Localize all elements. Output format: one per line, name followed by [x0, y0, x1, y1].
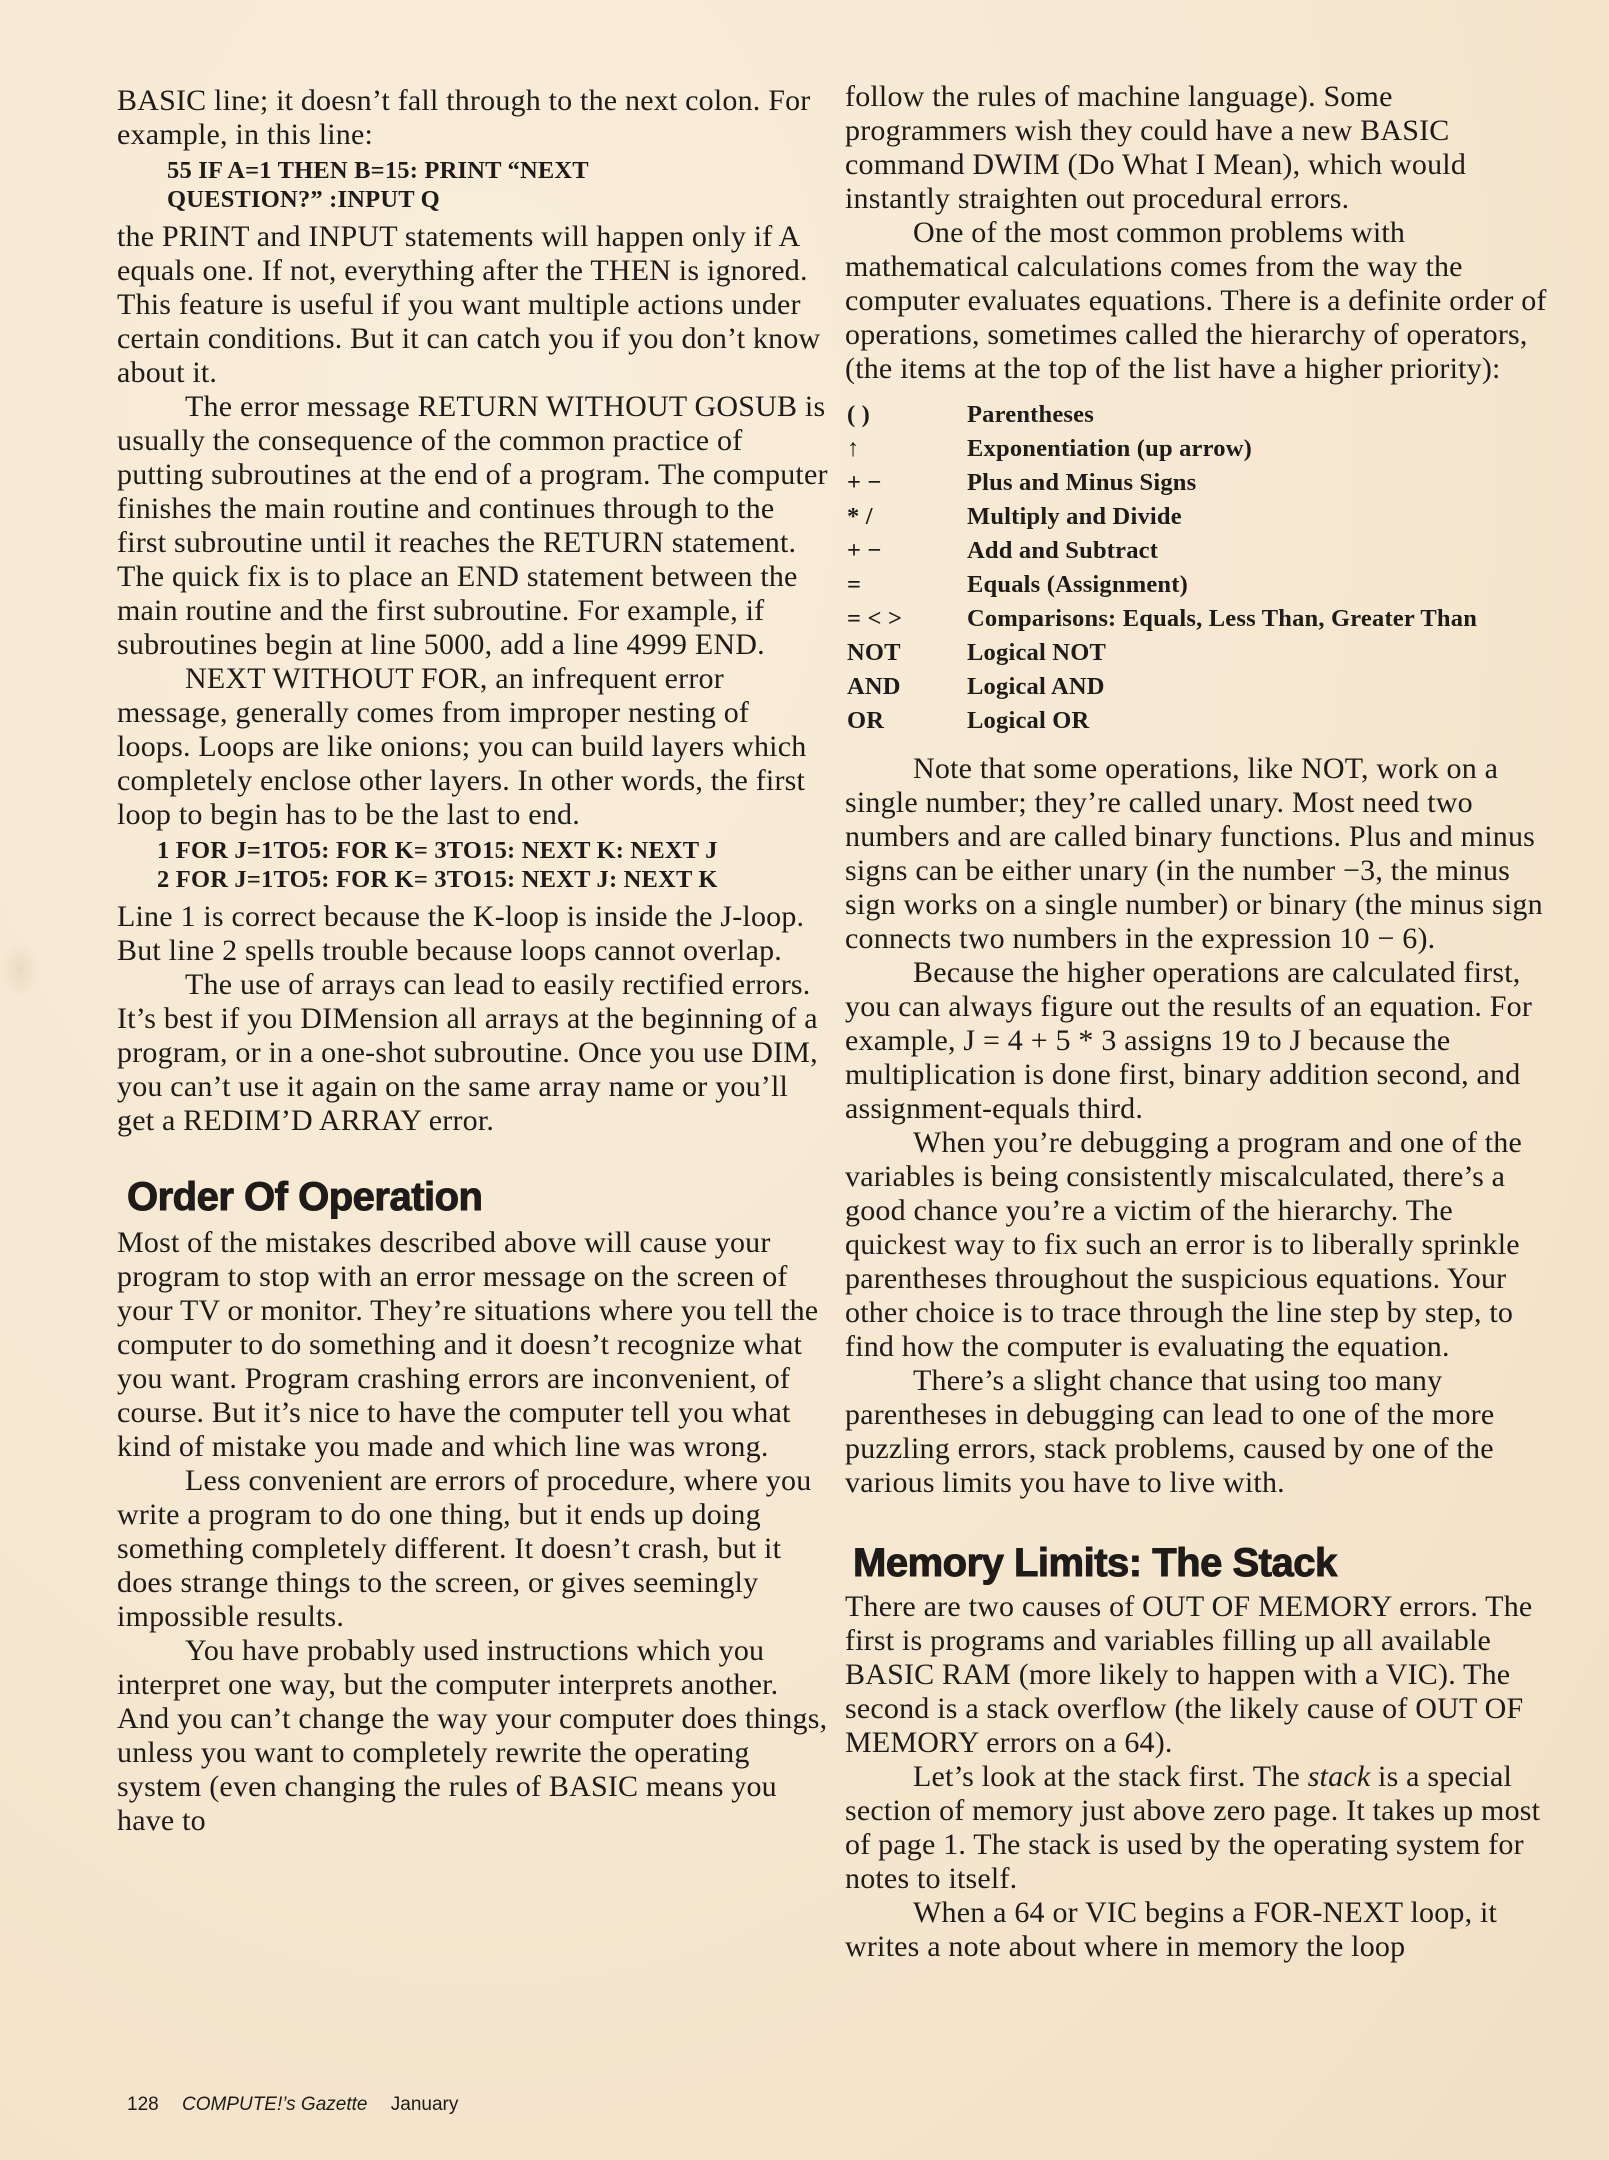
code-line: QUESTION?” :INPUT Q [167, 186, 440, 213]
operator-description: Logical AND [967, 673, 1105, 700]
operator-description: Exponentiation (up arrow) [967, 435, 1252, 462]
operator-description: Add and Subtract [967, 537, 1159, 564]
paragraph: You have probably used instructions which you interpret one way, but the computer interprets another. And you can’t change the way your computer does things, unless you want to completely rewrite the operating system (even changing the rules of BASIC means you have to [117, 1634, 828, 1837]
paragraph: There’s a slight chance that using too many parentheses in debugging can lead to one of the more puzzling errors, stack problems, caused by one of the various limits you have to live with. [845, 1364, 1495, 1499]
operator-description: Equals (Assignment) [967, 571, 1188, 598]
issue-month: January [390, 2094, 459, 2115]
code-line: 2 FOR J=1TO5: FOR K= 3TO15: NEXT J: NEXT K [157, 866, 718, 893]
paragraph: Because the higher operations are calculated first, you can always figure out the results of an equation. For example, J = 4 + 5 * 3 assigns 19 to J because the multiplication is done first, binary addition second, and assignment-equals third. [845, 956, 1533, 1125]
left-column [117, 84, 829, 1838]
paragraph: When you’re debugging a program and one of the variables is being consistently miscalculated, there’s a good chance you’re a victim of the hierarchy. The quickest way to fix such an error is to liberally sprinkle parentheses throughout the suspicious equations. Your other choice is to trace through the line step by step, to find how the computer is evaluating the equation. [845, 1126, 1522, 1363]
operator-description: Plus and Minus Signs [967, 469, 1197, 496]
operator-symbol: AND [847, 673, 901, 700]
operator-description: Multiply and Divide [967, 503, 1182, 530]
operator-symbol: + − [847, 537, 882, 564]
code-line: 1 FOR J=1TO5: FOR K= 3TO15: NEXT K: NEXT J [157, 837, 718, 864]
operator-description: Parentheses [967, 401, 1094, 428]
operator-row [847, 568, 1477, 602]
paragraph: There are two causes of OUT OF MEMORY errors. The first is programs and variables filling up all available BASIC RAM (more likely to happen with a VIC). The second is a stack overflow (the likely cause of OUT OF MEMORY errors on a 64). [845, 1590, 1533, 1759]
operator-symbol: = [847, 571, 862, 598]
paragraph: One of the most common problems with mathematical calculations comes from the way the computer evaluates equations. There is a definite order of operations, sometimes called the hierarchy of operators, (the items at the top of the list have a higher priority): [845, 216, 1547, 385]
operator-row [847, 602, 1477, 636]
paragraph: Most of the mistakes described above will cause your program to stop with an error message on the screen of your TV or monitor. They’re situations where you tell the computer to do something and it doesn’t recognize what you want. Program crashing errors are inconvenient, of course. But it’s nice to have the computer tell you what kind of mistake you made and which line was wrong. [117, 1226, 819, 1463]
operator-symbol: NOT [847, 639, 901, 666]
operator-row [847, 432, 1477, 466]
operator-description: Logical OR [967, 707, 1090, 734]
text: Let’s look at the stack first. The [913, 1760, 1308, 1793]
operator-symbol: + − [847, 469, 882, 496]
text: is a special section of memory just above zero page. It takes up most of page 1. The stack is used by the operating system for notes to itself. [845, 1760, 1541, 1895]
magazine-name: COMPUTE!’s Gazette [181, 2094, 368, 2115]
paragraph: NEXT WITHOUT FOR, an infrequent error message, generally comes from improper nesting of loops. Loops are like onions; you can build layers which completely enclose other layers. In other words, the first loop to begin has to be the last to end. [117, 662, 807, 831]
operator-symbol: OR [847, 707, 885, 734]
paragraph: Line 1 is correct because the K-loop is inside the J-loop. But line 2 spells trouble because loops cannot overlap. [117, 900, 805, 967]
emphasis: stack [1307, 1760, 1371, 1793]
code-listing [157, 836, 829, 894]
paragraph: Note that some operations, like NOT, work on a single number; they’re called unary. Most need two numbers and are called binary functions. Plus and minus signs can be either unary (in the number −3, the minus sign works on a single number) or binary (the minus sign connects two numbers in the expression 10 − 6). [845, 752, 1543, 955]
operator-row [847, 466, 1477, 500]
operator-description: Comparisons: Equals, Less Than, Greater Than [967, 605, 1478, 632]
operator-symbol: = < > [847, 605, 903, 632]
paragraph: When a 64 or VIC begins a FOR-NEXT loop, it writes a note about where in memory the loop [845, 1896, 1498, 1963]
operator-row [847, 704, 1477, 738]
section-heading: Order Of Operation [127, 1175, 483, 1219]
page-footer [127, 2094, 476, 2116]
operator-row [847, 636, 1477, 670]
paragraph [845, 1760, 1561, 1896]
paragraph: The use of arrays can lead to easily rectified errors. It’s best if you DIMension all arrays at the beginning of a program, or in a one-shot subroutine. Once you use DIM, you can’t use it again on the same array name or you’ll get a REDIM’D ARRAY error. [117, 968, 818, 1137]
paragraph: follow the rules of machine language). Some programmers wish they could have a new BASIC command DWIM (Do What I Mean), which would instantly straighten out procedural errors. [845, 80, 1467, 215]
code-line: 55 IF A=1 THEN B=15: PRINT “NEXT [167, 157, 589, 184]
page-number: 128 [127, 2094, 159, 2115]
section-heading: Memory Limits: The Stack [853, 1541, 1337, 1585]
paragraph: the PRINT and INPUT statements will happen only if A equals one. If not, everything after the THEN is ignored. This feature is useful if you want multiple actions under certain conditions. But it can catch you if you don’t know about it. [117, 220, 821, 389]
operator-row [847, 670, 1477, 704]
operator-row [847, 500, 1477, 534]
operator-symbol: ( ) [847, 401, 871, 428]
operator-description: Logical NOT [967, 639, 1106, 666]
operator-row [847, 398, 1477, 432]
operator-hierarchy-table [847, 398, 1477, 738]
operator-symbol: * / [847, 503, 873, 530]
paragraph: BASIC line; it doesn’t fall through to the next colon. For example, in this line: [117, 84, 811, 151]
page-stain [0, 940, 40, 1000]
code-listing [167, 156, 829, 214]
right-column [845, 80, 1561, 1964]
paragraph: Less convenient are errors of procedure, where you write a program to do one thing, but it ends up doing something completely different. It doesn’t crash, but it does strange things to the screen, or gives seemingly impossible results. [117, 1464, 812, 1633]
operator-row [847, 534, 1477, 568]
paragraph: The error message RETURN WITHOUT GOSUB is usually the consequence of the common practice of putting subroutines at the end of a program. The computer finishes the main routine and continues through to the first subroutine until it reaches the RETURN statement. The quick fix is to place an END statement between the main routine and the first subroutine. For example, if subroutines begin at line 5000, add a line 4999 END. [117, 390, 828, 661]
operator-symbol: ↑ [847, 435, 860, 462]
